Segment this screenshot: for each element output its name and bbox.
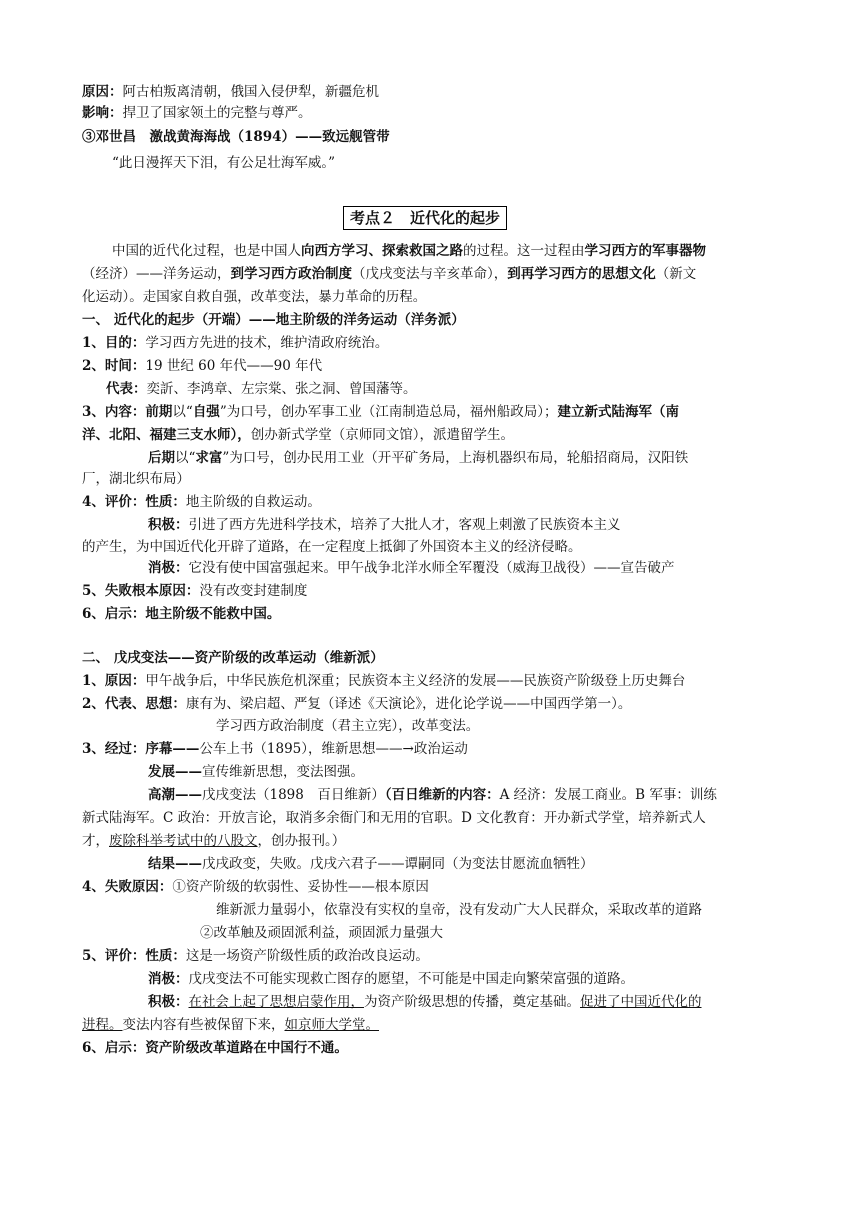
wuxu-failure-cause-2: 维新派力量弱小，依靠没有实权的皇帝，没有发动广大人民群众，采取改革的道路 [216,902,702,918]
wuxu-heading: 二、 戊戌变法——资产阶级的改革运动（维新派） [82,650,384,666]
item-text: 戊戌变法（1898 百日维新） [202,787,385,803]
item-label: 发展—— [148,764,202,780]
impact-text: 捍卫了国家领土的完整与尊严。 [122,105,312,121]
item-label: 1、原因： [82,673,146,689]
item-emphasis: 洋、北阳、福建三支水师）， [82,427,251,443]
cause-line [82,82,379,102]
item-label: 3、内容：前期 [82,404,173,420]
item-text: ”为口号，创办军事工业（江南制造总局，福州船政局）； [219,404,558,420]
wuxu-cause [82,671,685,691]
cause-text: 阿古柏叛离清朝，俄国入侵伊犁，新疆危机 [122,84,379,100]
yangwu-time [82,356,322,376]
item-underlined: 废除科举考试中的八股文 [109,833,258,849]
intro-text: （戊戌变法与辛亥革命）， [352,266,508,282]
wuxu-thought: 学习西方政治制度（君主立宪），改革变法。 [216,718,480,734]
yangwu-eval-positive [148,515,621,535]
intro-line-3: 化运动）。走国家自救自强，改革变法，暴力革命的历程。 [82,289,427,305]
yangwu-failure-cause [82,581,307,601]
item-label: 结果—— [148,856,202,872]
item-label: 3、经过：序幕—— [82,741,200,757]
item-text: 没有改变封建制度 [199,583,308,599]
wuxu-lesson: 6、启示：资产阶级改革道路在中国行不通。 [82,1040,348,1056]
item-emphasis: 建立新式陆海军（南 [557,404,679,420]
wuxu-process-prelude [82,739,468,759]
item-text: 奕訢、李鸿章、左宗棠、张之洞、曾国藩等。 [146,381,417,397]
item-label: 代表： [106,381,147,397]
quote-line: “此日漫挥天下泪，有公足壮海军威。” [112,155,336,171]
item-text: 创办新式学堂（京师同文馆），派遣留学生。 [250,427,514,443]
item-label: 积极： [148,994,189,1010]
wuxu-process-climax [148,785,717,805]
intro-text: 中国的近代化过程，也是中国人 [112,243,301,259]
item-text: 戊戌变法不可能实现救亡图存的愿望，不可能是中国走向繁荣富强的道路。 [188,971,634,987]
impact-line [82,103,312,123]
wuxu-process-climax-3 [82,831,345,851]
item-underlined: 在社会上起了思想启蒙作用， [188,994,364,1010]
intro-emphasis: 学习西方的军事器物 [584,243,706,259]
wuxu-eval-nature [82,946,429,966]
yangwu-heading: 一、 近代化的起步（开端）——地主阶级的洋务运动（洋务派） [82,312,465,328]
wuxu-process-climax-2: 新式陆海军。C 政治：开放言论，取消多余衙门和无用的官职。D 文化教育：开办新式学堂，培养新式人 [82,810,706,826]
yangwu-eval-nature [82,492,321,512]
intro-emphasis: 到再学习西方的思想文化 [507,266,656,282]
item-label: 积极： [148,517,189,533]
item-label: 2、时间： [82,358,146,374]
intro-emphasis: 向西方学习、探索救国之路 [301,243,463,259]
item-text: 戊戌政变，失败。戊戌六君子——谭嗣同（为变法甘愿流血牺牲） [202,856,594,872]
yangwu-eval-positive-2: 的产生，为中国近代化开辟了道路，在一定程度上抵御了外国资本主义的经济侵略。 [82,539,582,555]
item-underlined: 如京师大学堂。 [284,1017,379,1033]
item-emphasis: 自强 [192,404,220,420]
yangwu-content-early-2 [82,425,514,445]
item-text: 才， [82,833,109,849]
item-label: 2、代表、思想： [82,696,186,712]
intro-line-1 [112,241,706,261]
item-text: 宣传维新思想，变法图强。 [202,764,364,780]
wuxu-process-development [148,762,364,782]
item-label: 5、评价：性质： [82,948,186,964]
section-title: 考点２ 近代化的起步 [343,206,507,230]
yangwu-content-late [148,448,688,468]
intro-text: 的过程。这一过程由 [463,243,585,259]
item-text: 变法内容有些被保留下来， [122,1017,285,1033]
item-label: 4、失败原因： [82,879,173,895]
item-text: 学习西方先进的技术，维护清政府统治。 [145,335,389,351]
yangwu-lesson: 6、启示：地主阶级不能救中国。 [82,606,281,622]
item-text: 引进了西方先进科学技术，培养了大批人才，客观上刺激了民族资本主义 [188,517,621,533]
wuxu-process-result [148,854,594,874]
item-text: 它没有使中国富强起来。甲午战争北洋水师全军覆没（威海卫战役）——宣告破产 [188,560,675,576]
item-underlined: 促进了中国近代化的 [580,994,702,1010]
item-text: ”为口号，创办民用工业（开平矿务局，上海机器织布局，轮船招商局，汉阳铁 [222,450,689,466]
item-text: 以“ [175,450,196,466]
deng-shichang-line: ③邓世昌 激战黄海海战（1894）——致远舰管带 [82,129,390,145]
wuxu-eval-negative [148,969,634,989]
yangwu-eval-negative [148,558,675,578]
item-text: 为资产阶级思想的传播，奠定基础。 [364,994,580,1010]
item-text: 这是一场资产阶级性质的政治改良运动。 [185,948,429,964]
yangwu-representatives [106,379,417,399]
item-label: 5、失败根本原因： [82,583,200,599]
wuxu-eval-positive-2 [82,1015,379,1035]
item-text: 以“ [172,404,193,420]
impact-label: 影响： [82,105,123,121]
intro-text: （经济）——洋务运动， [82,266,231,282]
item-label: 4、评价：性质： [82,494,186,510]
yangwu-content-early [82,402,679,422]
item-text: 康有为、梁启超、严复（译述《天演论》，进化论学说——中国西学第一）。 [185,696,632,712]
item-text: ，创办报刊。） [257,833,346,849]
yangwu-purpose [82,333,388,353]
item-text: 地主阶级的自救运动。 [185,494,321,510]
wuxu-failure-cause [82,877,429,897]
intro-emphasis: 到学习西方政治制度 [230,266,352,282]
cause-label: 原因： [82,84,123,100]
intro-line-2 [82,264,696,284]
item-underlined: 进程。 [82,1017,123,1033]
wuxu-failure-cause-3: ②改革触及顽固派利益，顽固派力量强大 [200,925,443,941]
item-text: 19 世纪 60 年代——90 年代 [145,358,323,374]
item-emphasis: （百日维新的内容： [384,787,500,803]
item-emphasis: 求富 [195,450,223,466]
item-label: 消极： [148,971,189,987]
yangwu-content-late-2: 厂，湖北织布局） [82,471,190,487]
intro-text: （新文 [655,266,697,282]
wuxu-eval-positive [148,992,702,1012]
item-label: 后期 [148,450,175,466]
item-label: 消极： [148,560,189,576]
item-text: A 经济：发展工商业。B 军事：训练 [499,787,717,803]
item-text: 甲午战争后，中华民族危机深重；民族资本主义经济的发展——民族资产阶级登上历史舞台 [145,673,686,689]
item-text: 公车上书（1895），维新思想——→政治运动 [199,741,468,757]
wuxu-representatives [82,694,631,714]
item-label: 高潮—— [148,787,202,803]
item-text: ①资产阶级的软弱性、妥协性——根本原因 [172,879,429,895]
item-label: 1、目的： [82,335,146,351]
